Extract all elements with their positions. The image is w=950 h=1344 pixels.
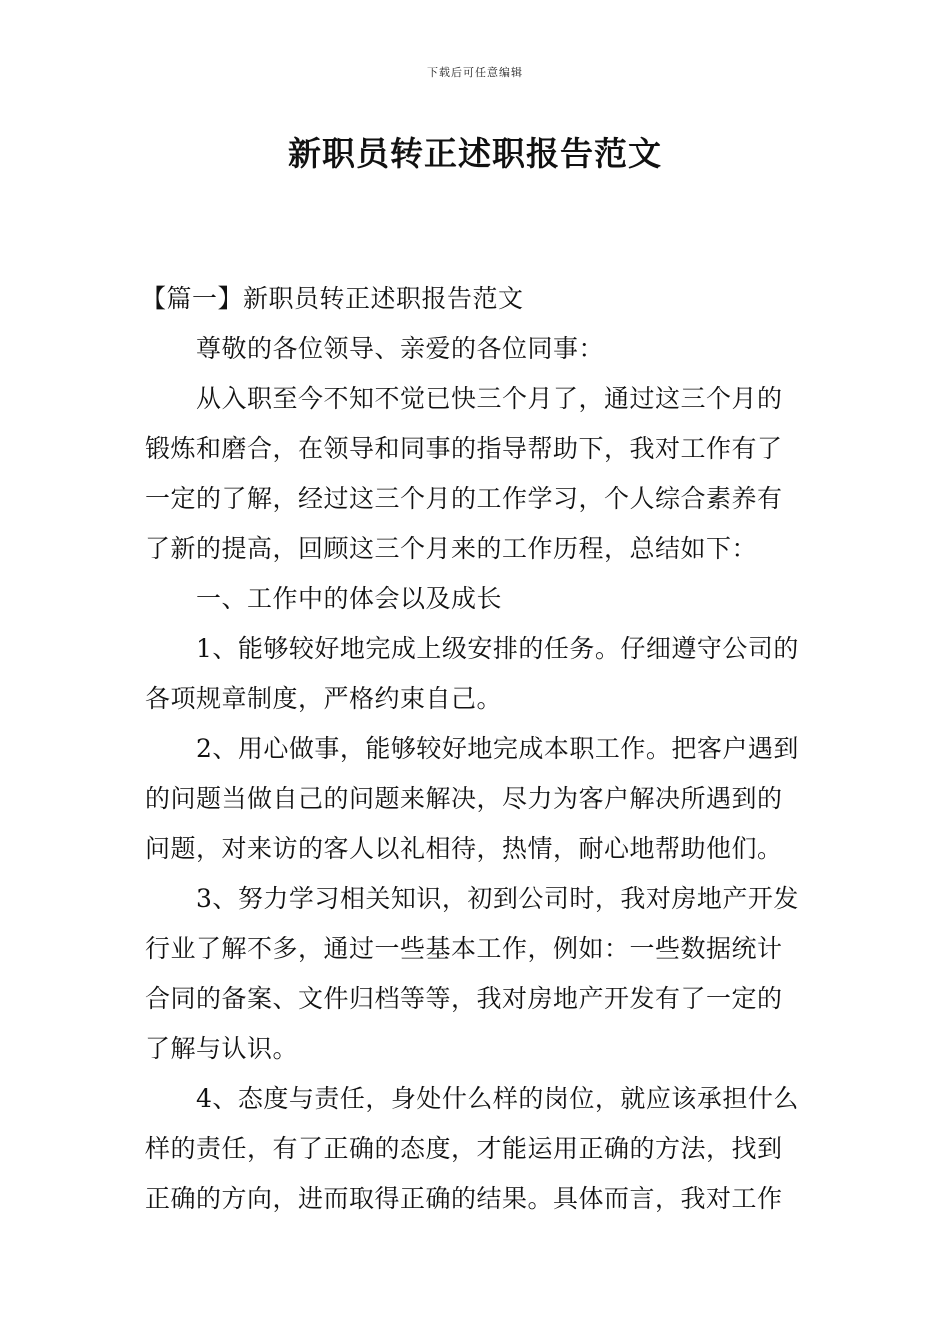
paragraph-line: 合同的备案、文件归档等等，我对房地产开发有了一定的 [145, 984, 783, 1013]
paragraph-line: 样的责任，有了正确的态度，才能运用正确的方法，找到 [145, 1134, 783, 1163]
section-heading: 【篇一】新职员转正述职报告范文 [141, 284, 524, 313]
subheading-line: 一、工作中的体会以及成长 [196, 584, 503, 613]
paragraph-line: 2、用心做事，能够较好地完成本职工作。把客户遇到 [196, 734, 799, 763]
paragraph-line: 的问题当做自己的问题来解决，尽力为客户解决所遇到的 [145, 784, 783, 813]
paragraph-line: 1、能够较好地完成上级安排的任务。仔细遵守公司的 [196, 634, 799, 663]
salutation-line: 尊敬的各位领导、亲爱的各位同事： [196, 334, 605, 363]
document-body [141, 274, 807, 1224]
paragraph-line: 锻炼和磨合，在领导和同事的指导帮助下，我对工作有了 [145, 434, 783, 463]
paragraph-line: 正确的方向，进而取得正确的结果。具体而言，我对工作 [145, 1184, 783, 1213]
page-header-note: 下载后可任意编辑 [427, 66, 523, 79]
paragraph-line: 3、努力学习相关知识，初到公司时，我对房地产开发 [196, 884, 799, 913]
paragraph-line: 4、态度与责任，身处什么样的岗位，就应该承担什么 [196, 1084, 799, 1113]
document-title: 新职员转正述职报告范文 [288, 134, 662, 173]
paragraph-line: 了解与认识。 [145, 1034, 299, 1063]
paragraph-line: 行业了解不多，通过一些基本工作，例如：一些数据统计 [145, 934, 783, 963]
paragraph-line: 从入职至今不知不觉已快三个月了，通过这三个月的 [196, 384, 783, 413]
paragraph-line: 了新的提高，回顾这三个月来的工作历程，总结如下： [145, 534, 758, 563]
paragraph-line: 一定的了解，经过这三个月的工作学习，个人综合素养有 [145, 484, 783, 513]
paragraph-line: 问题，对来访的客人以礼相待，热情，耐心地帮助他们。 [145, 834, 783, 863]
paragraph-line: 各项规章制度，严格约束自己。 [145, 684, 503, 713]
